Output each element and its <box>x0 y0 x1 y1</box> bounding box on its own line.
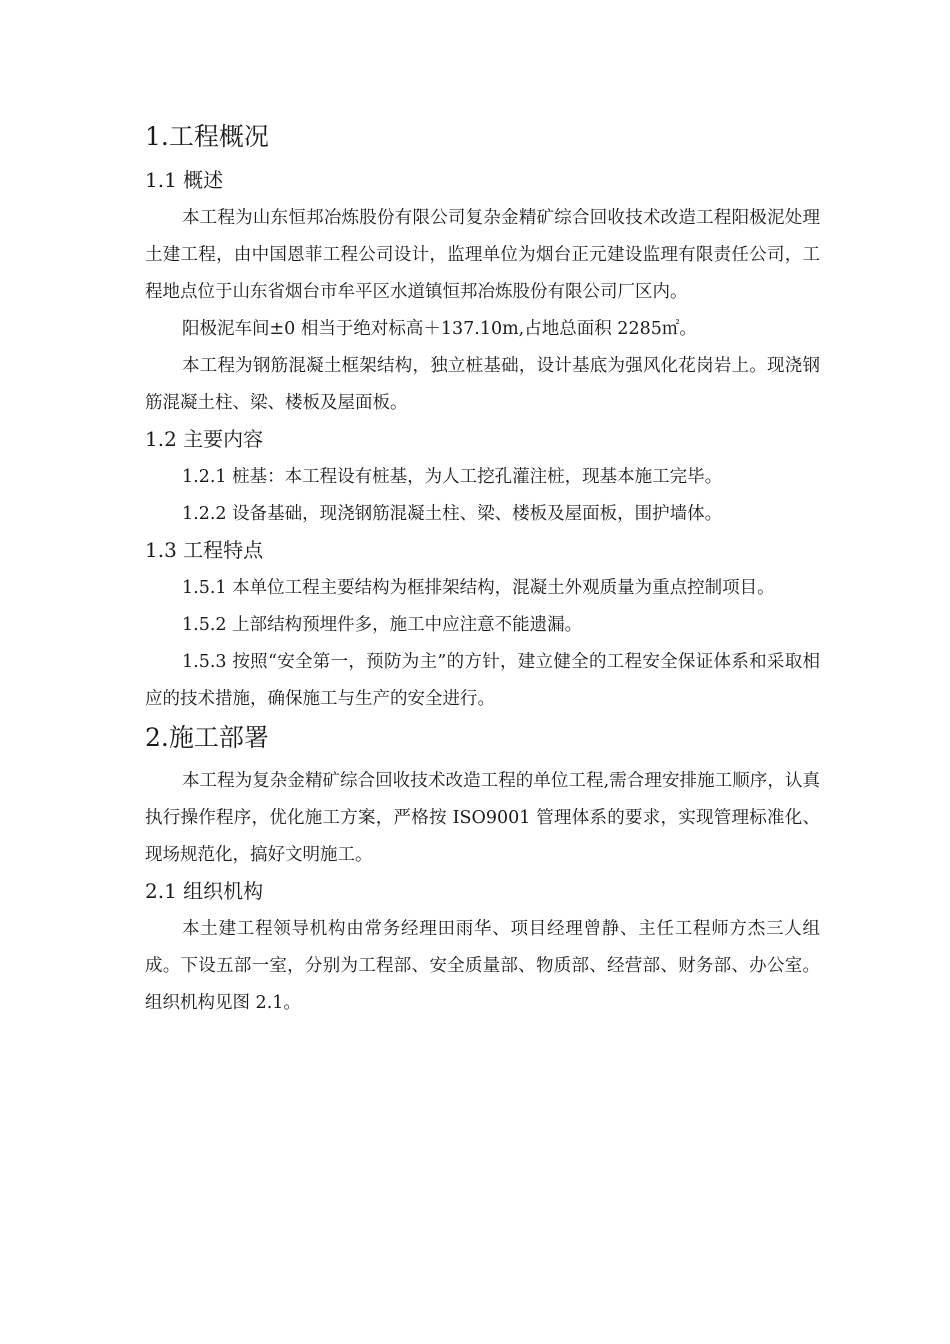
section-1-2-paragraph-1: 1.2.1 桩基：本工程设有桩基，为人工挖孔灌注桩，现基本施工完毕。 <box>182 467 723 487</box>
section-1-1-paragraph-1: 本工程为山东恒邦冶炼股份有限公司复杂金精矿综合回收技术改造工程阳极泥处理土建工程，由中国恩菲工程公司设计，监理单位为烟台正元建设监理有限责任公司，工程地点位于山东省烟台市牟平区水道镇恒邦冶炼股份有限公司厂区内。 <box>145 208 820 302</box>
section-2-1-title: 2.1 组织机构 <box>145 879 264 903</box>
section-1-1-paragraph-2: 阳极泥车间±0 相当于绝对标高＋137.10m,占地总面积 2285㎡。 <box>182 319 697 339</box>
section-1-1-title: 1.1 概述 <box>145 168 224 192</box>
section-1-1-paragraph-3: 本工程为钢筋混凝土框架结构，独立桩基础，设计基底为强风化花岗岩上。现浇钢筋混凝土柱、梁、楼板及屋面板。 <box>145 356 820 413</box>
section-1-2-paragraph-2: 1.2.2 设备基础，现浇钢筋混凝土柱、梁、楼板及屋面板，围护墙体。 <box>182 504 723 524</box>
section-1-3-paragraph-3: 1.5.3 按照“安全第一，预防为主”的方针，建立健全的工程安全保证体系和采取相应的技术措施，确保施工与生产的安全进行。 <box>145 652 820 709</box>
section-1-3-title: 1.3 工程特点 <box>145 538 264 562</box>
section-2-title: 2.施工部署 <box>145 723 269 752</box>
section-1-2-title: 1.2 主要内容 <box>145 427 264 451</box>
section-1-title: 1.工程概况 <box>145 122 269 151</box>
section-1-3-paragraph-1: 1.5.1 本单位工程主要结构为框排架结构，混凝土外观质量为重点控制项目。 <box>182 578 775 598</box>
section-1-3-paragraph-2: 1.5.2 上部结构预埋件多，施工中应注意不能遗漏。 <box>182 615 583 635</box>
section-2-paragraph-1: 本工程为复杂金精矿综合回收技术改造工程的单位工程,需合理安排施工顺序，认真执行操作程序，优化施工方案，严格按 ISO9001 管理体系的要求，实现管理标准化、现场规范化，搞好文明施工。 <box>145 771 820 865</box>
section-2-1-paragraph-1: 本土建工程领导机构由常务经理田雨华、项目经理曾静、主任工程师方杰三人组成。下设五部一室，分别为工程部、安全质量部、物质部、经营部、财务部、办公室。组织机构见图 2.1。 <box>145 919 820 1013</box>
